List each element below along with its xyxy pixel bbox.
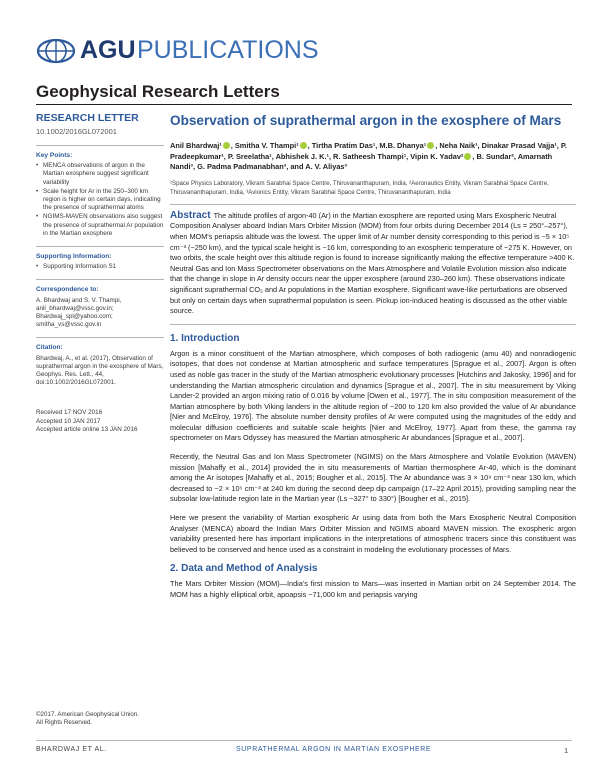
body-paragraph: Argon is a minor constituent of the Martian atmosphere, which composes of both radiogenic (amu 40) and nonradiogenic isotopes, that does not condense at Martian atmospheric and surface temperatures [Sprague et al., 2007]. Argon is often used as noble gas tracer in the study of the Martian atmospheric evolutionary processes [Hutchins and Jakosky, 1996] and for understanding the Martian atmospheric circulation and dynamics [Sprague et al., 2007]. The in situ measurement by Viking Lander-2 provided an argon mixing ratio of 0.016 by volume [Owen et al., 1977]. The in situ composition measurement of the Martian atmosphere by both Viking landers in the altitude region of ~200 to 120 km also provided the value of Ar abundance [Nier and McElroy, 1976]. The absolute number density profiles of Ar were computed using the magnitudes of the eddy and molecular diffusion coefficients and suitable scale heights [Nier and McElroy, 1977]. Apart from these, the gamma ray spectrometer on Mars Odyssey has measured the Martian atmospheric Ar abundances [Sprague et al., 2007]. — [170, 348, 576, 443]
key-point-item: • MENCA observations of argon in the Martian exosphere suggest significant variability — [36, 162, 164, 187]
author-name: , Tirtha Pratim Das¹, M.B. Dhanya¹ — [307, 141, 427, 150]
citation-text: Bhardwaj, A., et al. (2017), Observation of suprathermal argon in the exosphere of Mars, Geophys. Res. Lett., 44, doi:10.1002/2016GL072001. — [36, 354, 164, 387]
article-main — [170, 112, 576, 601]
citation — [36, 344, 164, 387]
journal-divider — [36, 104, 572, 105]
supporting-title: Supporting Information: — [36, 253, 112, 261]
abstract-divider — [170, 324, 576, 325]
publisher-header — [36, 34, 576, 70]
key-points — [36, 152, 164, 238]
article-type: RESEARCH LETTER — [36, 112, 139, 124]
sidebar-divider — [36, 279, 164, 280]
orcid-icon[interactable] — [223, 142, 230, 149]
supporting-information — [36, 253, 164, 271]
page-number: 1 — [564, 746, 569, 755]
affiliations: ¹Space Physics Laboratory, Vikram Sarabhai Space Centre, Thiruvananthapuram, India, ²Aeronautics Entity, Vikram Sarabhai Space Centre, Thiruvananthapuram, India, ³Avionics Entity, Vikram Sarabhai Space Centre, Thiruvananthapuram, India — [170, 179, 549, 196]
footer-divider — [36, 740, 572, 741]
body-paragraph: Here we present the variability of Martian exospheric Ar using data from both the Mars Exospheric Neutral Composition Analyser (MENCA) aboard the Indian Mars Orbiter Mission and NGIMS aboard MAVEN mission. The exospheric argon variability presented here has important implications in the interpretations of atmospheric tracers since this constituent was believed to be conserved and hence used as a constraint in modeling the evolutionary processes of Mars. — [170, 513, 576, 554]
key-point-item: • Scale height for Ar in the 250–300 km region is higher on certain days, indicating the presence of suprathermal atoms — [36, 188, 164, 213]
agu-wordmark: AGU — [80, 36, 136, 64]
agu-globe-logo — [36, 38, 76, 64]
section-heading-methods: 2. Data and Method of Analysis — [170, 563, 318, 575]
orcid-icon[interactable] — [464, 153, 471, 160]
received-date: Received 17 NOV 2016 — [36, 409, 103, 417]
article-dates — [36, 409, 164, 434]
supporting-item[interactable]: • Supporting Information S1 — [36, 263, 164, 271]
sidebar-divider — [36, 145, 164, 146]
accepted-date: Accepted 10 JAN 2017 — [36, 417, 101, 425]
citation-title: Citation: — [36, 344, 63, 352]
author-name: Anil Bhardwaj¹ — [170, 141, 222, 150]
copyright-notice — [36, 711, 164, 727]
orcid-icon[interactable] — [300, 142, 307, 149]
correspondence-text: A. Bhardwaj and S. V. Thampi, anil_bhardwaj@vssc.gov.in; Bhardwaj_spl@yahoo.com; smitha_vs@vssc.gov.in — [36, 296, 122, 329]
abstract-heading: Abstract — [170, 209, 211, 221]
article-sidebar — [36, 112, 164, 434]
sidebar-divider — [36, 337, 164, 338]
correspondence — [36, 286, 164, 329]
body-paragraph: The Mars Orbiter Mission (MOM)—India's first mission to Mars—was inserted in Martian orbit on 24 September 2014. The MOM has a highly elliptical orbit, apoapsis ~71,000 km and periapsis varying — [170, 579, 576, 599]
abstract-divider — [170, 204, 576, 205]
abstract — [170, 211, 576, 317]
abstract-text: The altitude profiles of argon-40 (Ar) in the Martian exosphere are reported using Mars Exospheric Neutral Composition Analyser aboard Indian Mars Orbiter Mission (MOM) from four orbits during December 2014 (Ls = 250°–257°), when MOM's periapsis altitude was the lowest. The upper limit of Ar number density corresponding to this period is ~5 × 10⁵ cm⁻³ (~250 km), and the typical scale height is ~16 km, corresponding to an exospheric temperature of ~275 K. However, on two orbits, the scale height over this altitude region is found to increase significantly making the effective temperature >400 K. Neutral Gas and Ion Mass Spectrometer observations on the Mars Atmosphere and Volatile Evolution mission also indicate that the change in slope in Ar density occurs near the upper exosphere (around 230–260 km). These observations indicate significant suprathermal CO₂ and Ar populations in the Martian exosphere. Significant wave-like perturbations are observed but only on certain days when suprathermal population is seen. Pickup ion-induced heating is discussed as the other viable source. — [170, 210, 575, 316]
article-doi[interactable]: 10.1002/2016GL072001 — [36, 127, 117, 136]
footer-running-title: SUPRATHERMAL ARGON IN MARTIAN EXOSPHERE — [236, 746, 432, 753]
journal-title: Geophysical Research Letters — [36, 82, 280, 101]
orcid-icon[interactable] — [427, 142, 434, 149]
footer-authors: BHARDWAJ ET AL. — [36, 746, 107, 753]
body-paragraph: Recently, the Neutral Gas and Ion Mass Spectrometer (NGIMS) on the Mars Atmosphere and Volatile Evolution (MAVEN) mission [Mahaffy et al., 2014] provided the in situ measurements of Martian thermosphere Ar-40, which is the dominant among the Ar isotopes [Mahaffy et al., 2015; Bougher et al., 2015]. The Ar abundance was 3 × 10⁹ cm⁻³ near 130 km, which decreased to ~2 × 10⁵ cm⁻³ at 240 km during the second deep dip campaign (17–22 April 2015), providing sampling near the subsolar low-latitude region late in the Martian year (Ls ~327° to 330°) [Bougher et al., 2015]. — [170, 452, 576, 504]
key-point-item: • NGIMS-MAVEN observations also suggest the presence of suprathermal Ar population in the Martian exosphere — [36, 213, 164, 238]
author-list — [170, 141, 576, 173]
correspondence-title: Correspondence to: — [36, 286, 99, 294]
key-points-title: Key Points: — [36, 152, 73, 159]
copyright-line: ©2017. American Geophysical Union. — [36, 711, 139, 718]
rights-line: All Rights Reserved. — [36, 719, 93, 726]
section-heading-introduction: 1. Introduction — [170, 332, 240, 344]
author-name: , Smitha V. Thampi¹ — [230, 141, 299, 150]
article-title: Observation of suprathermal argon in the exosphere of Mars — [170, 113, 562, 128]
author-name: , B. Sundar², Amarnath Nandi³, G. Padma Padmanabhan³, and A. V. Aliyas³ — [170, 151, 553, 172]
sidebar-divider — [36, 246, 164, 247]
publications-wordmark: PUBLICATIONS — [137, 36, 319, 64]
author-name: , Neha Naik¹, Dinakar Prasad Vajja¹, P. Pradeepkumar¹, P. Sreelatha¹, Abhishek J. K.¹, R. Satheesh Thampi¹, Vipin K. Yadav² — [170, 141, 567, 161]
accepted-online-date: Accepted article online 13 JAN 2016 — [36, 425, 138, 433]
